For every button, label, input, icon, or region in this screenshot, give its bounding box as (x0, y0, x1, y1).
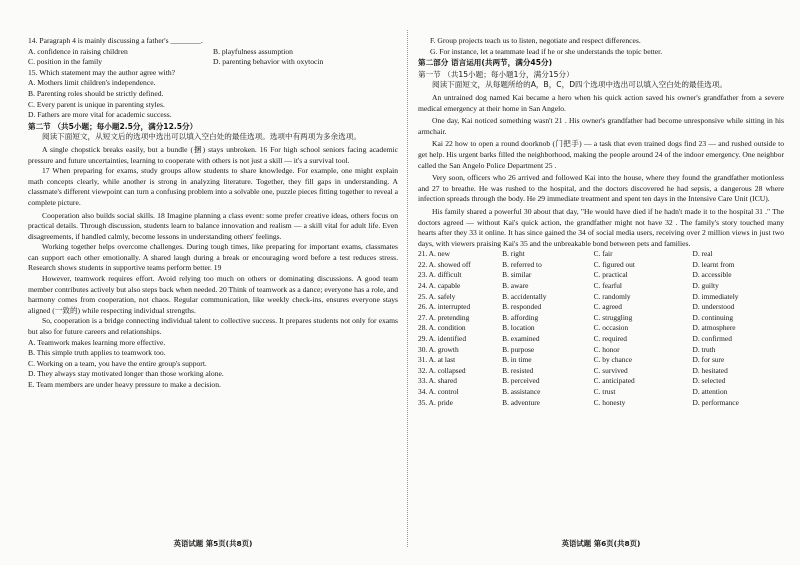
choice-31-b: B. in time (502, 355, 532, 365)
section-2-instruction: 阅读下面短文，从短文后的选项中选出可以填入空白处的最佳选项。选项中有两项为多余选项。 (42, 132, 361, 142)
question-14-stem: 14. Paragraph 4 is mainly discussing a father's ________. (28, 36, 203, 45)
choice-34-c: C. trust (593, 387, 616, 396)
choice-22-c: C. figured out (593, 259, 635, 269)
choice-21-a: 21. A. new (418, 249, 451, 259)
question-14-option-b: B. playfulness assumption (213, 46, 293, 56)
choice-21-d: D. real (692, 249, 713, 259)
passage-kai-dog (418, 93, 784, 249)
passage-paragraph-1: A single chopstick breaks easily, but a bundle (捆) stays unbroken. 16 For high school seniors facing academic pressure and future uncertainties, learning to cooperate with others is not just a skill — it's a survival tool. (28, 144, 398, 165)
choice-33-a: 33. A. shared (418, 376, 457, 386)
part-3-title: 第二部分 语言运用(共两节，满分45分) (418, 58, 553, 68)
question-15-stem: 15. Which statement may the author agree with? (28, 67, 176, 77)
choice-32-d: D. hesitated (692, 365, 728, 375)
choice-34-a: 34. A. control (418, 387, 459, 396)
choice-27-d: D. continuing (692, 312, 734, 322)
choice-28-d: D. atmosphere (692, 323, 736, 333)
passage-paragraph-2: 17 When preparing for exams, study groups allow students to share knowledge. For example, one might explain math concepts clearly, while another is strong in analyzing literature. Together, they fill gaps in understanding. A classmate's different viewpoint can turn a confusing problem into a solvable one, puzzle pieces fitting together to reveal a complete picture. (28, 166, 398, 207)
question-15-option-a: A. Mothers limit children's independence. (28, 78, 156, 88)
choice-row-28 (418, 323, 784, 334)
cloze-paragraph-1: An untrained dog named Kai became a hero when his quick action saved his owner's grandfather from a severe medical emergency at their home in San Angelo. (418, 92, 784, 113)
choice-22-b: B. referred to (502, 259, 542, 269)
cloze-choices-table (418, 249, 784, 408)
choice-row-22 (418, 260, 784, 271)
choice-24-c: C. fearful (593, 281, 622, 291)
choice-26-c: C. agreed (593, 302, 622, 312)
question-14-option-a: A. confidence in raising children (28, 46, 128, 56)
choice-26-a: 26. A. interrupted (418, 302, 471, 312)
choice-28-c: C. occasion (593, 323, 629, 333)
choice-23-a: 23. A. difficult (418, 270, 462, 280)
page-footer-6: 英语试题 第6页(共8页) (561, 539, 641, 549)
choice-24-a: 24. A. capable (418, 281, 461, 291)
choice-32-b: B. resisted (502, 365, 534, 375)
choice-25-b: B. accidentally (502, 291, 547, 301)
choice-35-a: 35. A. pride (418, 397, 453, 407)
choice-25-a: 25. A. safely (418, 291, 456, 301)
question-15-option-d: D. Fathers are more vital for academic success. (28, 110, 172, 120)
option-b: B. This simple truth applies to teamwork too. (28, 348, 166, 358)
choice-row-33 (418, 376, 784, 387)
choice-33-d: D. selected (692, 376, 726, 386)
choice-28-a: 28. A. condition (418, 323, 466, 333)
choice-25-c: C. randomly (593, 291, 631, 301)
choice-31-d: D. for sure (692, 355, 725, 365)
choice-row-34 (418, 387, 784, 398)
choice-row-25 (418, 292, 784, 303)
choice-35-d: D. performance (692, 397, 739, 407)
section-1-title: 第一节 （共15小题；每小题1分，满分15分） (418, 69, 574, 79)
option-g: G. For instance, let a teammate lead if he or she understands the topic better. (430, 46, 663, 56)
passage-paragraph-6: So, cooperation is a bridge connecting individual talent to collective success. It prepares students not only for exams but also for future careers and relationships. (28, 316, 398, 337)
choice-26-d: D. understood (692, 302, 735, 312)
option-a: A. Teamwork makes learning more effective. (28, 337, 166, 347)
choice-29-a: 29. A. identified (418, 334, 467, 344)
choice-row-27 (418, 313, 784, 324)
cloze-paragraph-4: Very soon, officers who 26 arrived and followed Kai into the house, where they found the grandfather motionless and 27 to breathe. He was rushed to the hospital, and the doctors discovered he had sepsis, a dangerous 28 where infection spreads through the body. He 29 immediate treatment and spent ten days in the Intensive Care Unit (ICU). (418, 173, 784, 204)
choice-27-c: C. struggling (593, 312, 633, 322)
section-1-instruction: 阅读下面短文，从每题所给的A，B，C，D四个选项中选出可以填入空白处的最佳选项。 (432, 80, 727, 90)
cloze-paragraph-3: Kai 22 how to open a round doorknob (门把手) — a task that even trained dogs find 23 — and rushed outside to get help. His urgent barks filled the neighborhood, making the people around 24 of the indoor emergency. One neighbor called the San Angelo Police Department 25 . (418, 139, 784, 170)
choice-row-31 (418, 355, 784, 366)
page-divider (407, 30, 408, 547)
choice-row-35 (418, 398, 784, 409)
choice-row-23 (418, 270, 784, 281)
choice-35-b: B. adventure (502, 397, 540, 407)
exam-page-5 (28, 36, 398, 549)
question-15 (28, 68, 398, 121)
passage-teamwork (28, 145, 398, 338)
option-e: E. Team members are under heavy pressure to make a decision. (28, 380, 221, 389)
choice-27-b: B. affording (502, 312, 539, 322)
choice-33-b: B. perceived (502, 376, 540, 386)
choice-29-b: B. examined (502, 334, 540, 344)
choice-30-d: D. truth (692, 344, 716, 354)
choice-row-32 (418, 366, 784, 377)
choice-25-d: D. immediately (692, 291, 739, 301)
choice-34-b: B. assistance (502, 387, 541, 396)
passage-paragraph-3: Cooperation also builds social skills. 18 Imagine planning a class event: some prefer creative ideas, others focus on practical details. Through discussion, students learn to balance innovation and realism — a skill vital for adult life. Even disagreements, if handled calmly, become lessons in understanding others' feelings. (28, 210, 398, 241)
section-2-title: 第二节 （共5小题；每小题2.5分，满分12.5分） (28, 121, 198, 131)
question-15-option-b: B. Parenting roles should be strictly defined. (28, 88, 164, 98)
choice-row-24 (418, 281, 784, 292)
choice-31-c: C. by chance (593, 355, 633, 365)
gap-fill-options (28, 338, 398, 391)
choice-30-c: C. honor (593, 344, 620, 354)
option-f: F. Group projects teach us to listen, negotiate and respect differences. (430, 36, 641, 45)
choice-30-b: B. purpose (502, 344, 535, 354)
page-footer-5: 英语试题 第5页(共8页) (173, 539, 253, 549)
choice-21-c: C. fair (593, 249, 613, 259)
choice-29-c: C. required (593, 334, 627, 344)
choice-29-d: D. confirmed (692, 334, 732, 344)
choice-row-26 (418, 302, 784, 313)
cloze-paragraph-2: One day, Kai noticed something wasn't 21 . His owner's grandfather had become unresponsive while sitting in his armchair. (418, 116, 784, 136)
exam-page-6 (418, 36, 784, 549)
choice-30-a: 30. A. growth (418, 344, 459, 354)
passage-paragraph-4: Working together helps overcome challenges. During tough times, like preparing for important exams, classmates can support each other emotionally. A shared laugh during a break or encouraging word before a test reduces stress. Research shows students in supportive teams perform better. 19 (28, 242, 398, 273)
choice-26-b: B. responded (502, 302, 542, 312)
choice-24-b: B. aware (502, 281, 529, 291)
choice-35-c: C. honesty (593, 397, 626, 407)
option-c: C. Working on a team, you have the entire group's support. (28, 358, 207, 368)
choice-23-b: B. similar (502, 270, 532, 280)
choice-22-d: D. learnt from (692, 259, 735, 269)
choice-22-a: 22. A. showed off (418, 259, 471, 269)
choice-33-c: C. anticipated (593, 376, 635, 386)
choice-32-c: C. survived (593, 365, 628, 375)
cloze-paragraph-5: His family shared a powerful 30 about that day, "He would have died if he hadn't made it to the hospital 31 ." The doctors agreed — without Kai's quick action, the grandfather might not have 32 . The family's story touched many hearts after they 33 it online. It has since gained the 34 of social media users, receiving over 2 million views in just two days, with viewers praising Kai's 35 and the unbreakable bond between pets and families. (418, 206, 784, 248)
choice-row-30 (418, 345, 784, 356)
question-14 (28, 36, 398, 68)
passage-paragraph-5: However, teamwork requires effort. Avoid relying too much on others or dominating discussions. A good team member contributes actively but also steps back when needed. 20 Think of teamwork as a dance; everyone has a role, and harmony comes from cooperation, not chaos. Regular communication, like weekly check-ins, ensures everyone stays aligned (一致的) while respecting individual strengths. (28, 274, 398, 315)
choice-23-c: C. practical (593, 270, 628, 280)
choice-27-a: 27. A. pretending (418, 312, 470, 322)
choice-31-a: 31. A. at last (418, 355, 456, 365)
question-15-option-c: C. Every parent is unique in parenting styles. (28, 99, 165, 109)
choice-24-d: D. guilty (692, 281, 719, 291)
choice-34-d: D. attention (692, 387, 728, 396)
choice-21-b: B. right (502, 249, 525, 259)
choice-row-29 (418, 334, 784, 345)
choice-32-a: 32. A. collapsed (418, 365, 466, 375)
choice-row-21 (418, 249, 784, 260)
choice-23-d: D. accessible (692, 270, 732, 280)
option-d: D. They always stay motivated longer than those working alone. (28, 369, 224, 379)
question-14-option-d: D. parenting behavior with oxytocin (213, 57, 324, 67)
question-14-option-c: C. position in the family (28, 57, 103, 67)
choice-28-b: B. location (502, 323, 535, 333)
